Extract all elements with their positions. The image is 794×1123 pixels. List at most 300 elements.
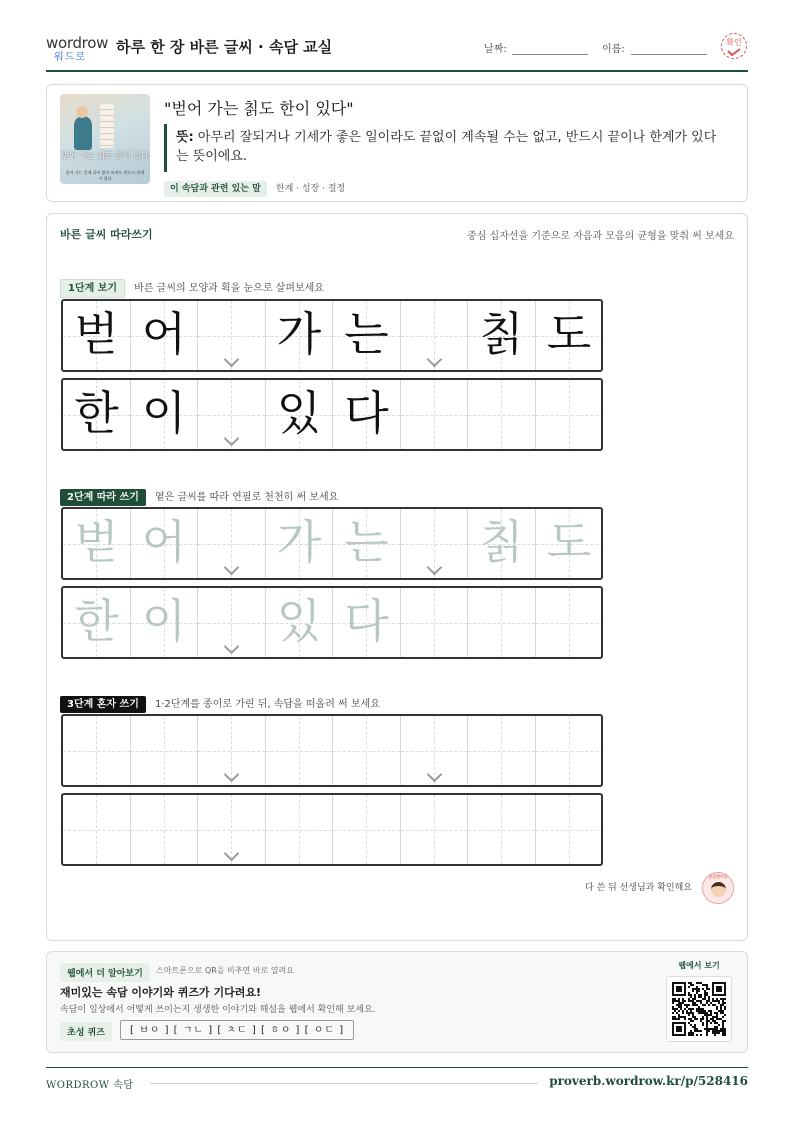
qr-module [716, 1000, 718, 1002]
qr-module [682, 998, 684, 1000]
qr-module [682, 1000, 684, 1002]
qr-module [714, 1000, 716, 1002]
qr-module [704, 1010, 706, 1012]
grid-cell[interactable] [333, 716, 401, 785]
qr-module [718, 1030, 720, 1032]
qr-module [700, 1020, 702, 1022]
qr-module [716, 1016, 718, 1018]
qr-module [698, 1012, 700, 1014]
qr-module [682, 1012, 684, 1014]
qr-module [722, 1020, 724, 1022]
person-body-icon [74, 116, 92, 150]
footer-line [150, 1083, 538, 1084]
check-stamp-label: 확인 [726, 38, 742, 47]
qr-module [690, 984, 692, 986]
grid-cell[interactable] [333, 795, 401, 864]
wordrow-logo [46, 34, 109, 63]
qr-module [678, 1018, 680, 1020]
qr-module [690, 982, 692, 984]
qr-module [672, 1000, 674, 1002]
qr-module [696, 1018, 698, 1020]
grid-cell [536, 301, 604, 370]
grid-cell[interactable] [536, 588, 604, 657]
qr-module [700, 994, 702, 996]
grid-cell[interactable] [333, 509, 401, 578]
qr-module [706, 992, 708, 994]
qr-module [696, 1004, 698, 1006]
qr-finder [712, 994, 726, 996]
qr-finder [676, 1026, 682, 1032]
qr-finder [712, 982, 726, 984]
grid-cell [131, 380, 199, 449]
qr-module [714, 1026, 716, 1028]
qr-module [696, 1010, 698, 1012]
step2-row-1[interactable] [61, 507, 603, 580]
quiz-label: 초성 퀴즈 [60, 1022, 112, 1041]
step3-row-2[interactable] [61, 793, 603, 866]
grid-cell[interactable] [401, 795, 469, 864]
name-field[interactable] [631, 54, 707, 55]
qr-module [694, 1016, 696, 1018]
qr-module [674, 1000, 676, 1002]
qr-module [698, 1006, 700, 1008]
qr-finder [716, 986, 722, 992]
grid-cell [401, 301, 469, 370]
qr-module [704, 1012, 706, 1014]
grid-cell[interactable] [536, 716, 604, 785]
qr-module [702, 1022, 704, 1024]
grid-cell[interactable] [63, 588, 131, 657]
qr-module [710, 1028, 712, 1030]
qr-module [700, 1030, 702, 1032]
practice-section-title: 바른 글씨 따라쓰기 [60, 228, 153, 241]
grid-cell[interactable] [198, 588, 266, 657]
qr-finder [676, 986, 682, 992]
grid-cell[interactable] [266, 509, 334, 578]
grid-character: 도 [546, 515, 592, 569]
qr-module [714, 1030, 716, 1032]
teacher-check-note: 다 쓴 뒤 선생님과 확인해요 [584, 883, 692, 893]
qr-module [690, 1010, 692, 1012]
qr-module [716, 1026, 718, 1028]
page-title: 하루 한 장 바른 글씨 · 속담 교실 [116, 38, 333, 56]
space-marker-icon [224, 560, 240, 576]
grid-cell[interactable] [468, 588, 536, 657]
grid-cell[interactable] [131, 509, 199, 578]
grid-cell[interactable] [198, 509, 266, 578]
qr-module [698, 990, 700, 992]
qr-code[interactable] [666, 976, 732, 1042]
qr-module [690, 1034, 692, 1036]
qr-module [692, 1020, 694, 1022]
qr-module [720, 1030, 722, 1032]
qr-module [706, 1002, 708, 1004]
space-marker-icon [426, 560, 442, 576]
grid-cell[interactable] [536, 795, 604, 864]
qr-module [686, 1012, 688, 1014]
qr-module [722, 1030, 724, 1032]
qr-module [706, 1024, 708, 1026]
qr-module [672, 998, 674, 1000]
qr-module [714, 1012, 716, 1014]
qr-module [704, 1028, 706, 1030]
qr-module [714, 1020, 716, 1022]
web-desc: 속담이 일상에서 어떻게 쓰이는지 생생한 이야기와 해설을 웹에서 확인해 보세요. [60, 1005, 376, 1015]
qr-module [718, 1000, 720, 1002]
qr-module [692, 1000, 694, 1002]
qr-module [724, 1032, 726, 1034]
qr-module [706, 1028, 708, 1030]
grid-cell[interactable] [63, 795, 131, 864]
qr-module [690, 1000, 692, 1002]
qr-module [720, 1012, 722, 1014]
qr-module [678, 998, 680, 1000]
qr-module [710, 1018, 712, 1020]
initial-consonant-quiz: [ ㅂㅇ ] [ ㄱㄴ ] [ ㅊㄷ ] [ ㅎㅇ ] [ ㅇㄷ ] [120, 1020, 354, 1040]
qr-module [706, 984, 708, 986]
stacked-bowls-icon [100, 104, 114, 148]
qr-module [694, 998, 696, 1000]
qr-module [722, 1024, 724, 1026]
step1-row-2 [61, 378, 603, 451]
qr-module [712, 1016, 714, 1018]
qr-module [724, 1014, 726, 1016]
qr-module [720, 1006, 722, 1008]
qr-module [716, 1006, 718, 1008]
grid-character: 도 [546, 307, 592, 361]
qr-module [672, 1018, 674, 1020]
check-stamp-icon [721, 33, 747, 59]
qr-module [706, 1012, 708, 1014]
qr-module [678, 1004, 680, 1006]
qr-module [682, 1010, 684, 1012]
step3-desc: 1·2단계를 종이로 가린 뒤, 속담을 떠올려 써 보세요 [154, 699, 380, 710]
date-label: 날짜: [484, 44, 507, 55]
qr-module [694, 1028, 696, 1030]
qr-module [672, 1002, 674, 1004]
qr-module [690, 994, 692, 996]
grid-character: 칡 [479, 515, 524, 569]
qr-module [710, 1022, 712, 1024]
qr-module [702, 1016, 704, 1018]
qr-module [680, 1004, 682, 1006]
qr-module [710, 1010, 712, 1012]
qr-module [702, 1008, 704, 1010]
qr-module [692, 1008, 694, 1010]
qr-module [706, 1030, 708, 1032]
qr-finder [684, 1022, 686, 1036]
date-field[interactable] [512, 54, 588, 55]
qr-module [708, 1014, 710, 1016]
qr-module [694, 1004, 696, 1006]
grid-cell[interactable] [131, 588, 199, 657]
illustration-caption: 벋어 가는 칡도 한이 있다 [61, 151, 149, 160]
qr-module [706, 1032, 708, 1034]
meaning-text: 아무리 잘되거나 기세가 좋은 일이라도 끝없이 계속될 수는 없고, 반드시 끝이나 한계가 있다는 뜻이에요. [176, 130, 717, 164]
qr-module [722, 1012, 724, 1014]
qr-module [724, 1034, 726, 1036]
proverb-illustration [60, 94, 150, 184]
related-words: 한계 · 성장 · 절정 [275, 184, 346, 194]
qr-module [716, 1032, 718, 1034]
related-words-row [164, 176, 345, 195]
qr-module [716, 1014, 718, 1016]
qr-module [720, 1004, 722, 1006]
qr-module [674, 1010, 676, 1012]
grid-character: 한 [74, 386, 119, 440]
qr-module [710, 1002, 712, 1004]
qr-module [724, 1020, 726, 1022]
qr-module [716, 1022, 718, 1024]
qr-module [700, 996, 702, 998]
qr-module [716, 1012, 718, 1014]
qr-label: 웹에서 보기 [678, 961, 720, 970]
qr-module [692, 988, 694, 990]
qr-module [716, 1008, 718, 1010]
qr-module [686, 1010, 688, 1012]
qr-module [722, 1016, 724, 1018]
qr-module [692, 1026, 694, 1028]
qr-module [694, 1024, 696, 1026]
grid-cell[interactable] [198, 716, 266, 785]
qr-module [718, 1010, 720, 1012]
grid-cell [333, 301, 401, 370]
grid-cell [536, 380, 604, 449]
qr-module [722, 1002, 724, 1004]
qr-module [688, 1022, 690, 1024]
qr-module [678, 1000, 680, 1002]
qr-module [706, 988, 708, 990]
step3-header [60, 692, 380, 711]
qr-module [702, 1012, 704, 1014]
qr-module [700, 1000, 702, 1002]
grid-cell [468, 301, 536, 370]
grid-character: 이 [141, 386, 187, 440]
grid-cell[interactable] [468, 795, 536, 864]
qr-module [692, 998, 694, 1000]
qr-module [704, 996, 706, 998]
qr-module [678, 1010, 680, 1012]
qr-module [714, 1004, 716, 1006]
space-marker-icon [426, 352, 442, 368]
grid-character: 이 [141, 594, 187, 648]
qr-finder [712, 982, 714, 996]
qr-module [680, 1006, 682, 1008]
space-marker-icon [224, 846, 240, 862]
grid-character: 가 [276, 307, 322, 361]
grid-cell [333, 380, 401, 449]
qr-module [684, 1016, 686, 1018]
header-divider [46, 70, 748, 72]
qr-module [714, 1028, 716, 1030]
qr-module [714, 1034, 716, 1036]
grid-cell[interactable] [198, 795, 266, 864]
qr-module [722, 998, 724, 1000]
grid-cell[interactable] [401, 509, 469, 578]
qr-module [718, 1018, 720, 1020]
qr-module [688, 1014, 690, 1016]
qr-module [708, 1028, 710, 1030]
qr-module [706, 1026, 708, 1028]
qr-module [676, 1018, 678, 1020]
grid-character: 가 [276, 515, 322, 569]
grid-cell[interactable] [63, 509, 131, 578]
qr-module [698, 994, 700, 996]
qr-module [722, 1026, 724, 1028]
qr-module [722, 1004, 724, 1006]
footer-brand: WORDROW 속담 [46, 1080, 134, 1091]
name-label: 이름: [602, 44, 625, 55]
qr-module [712, 1000, 714, 1002]
grid-cell[interactable] [266, 795, 334, 864]
grid-character: 는 [344, 515, 389, 569]
qr-module [692, 1032, 694, 1034]
qr-module [722, 1032, 724, 1034]
qr-module [688, 998, 690, 1000]
proverb-quote: "벋어 가는 칡도 한이 있다" [164, 99, 354, 118]
qr-module [694, 1026, 696, 1028]
grid-cell[interactable] [266, 716, 334, 785]
qr-module [696, 986, 698, 988]
qr-module [702, 984, 704, 986]
qr-finder [672, 994, 686, 996]
qr-module [696, 1028, 698, 1030]
qr-module [688, 1034, 690, 1036]
qr-module [692, 990, 694, 992]
qr-module [680, 1016, 682, 1018]
step2-badge: 2단계 따라 쓰기 [60, 489, 146, 506]
space-marker-icon [224, 352, 240, 368]
grid-cell[interactable] [468, 509, 536, 578]
qr-module [688, 1032, 690, 1034]
qr-module [702, 1010, 704, 1012]
qr-module [692, 1012, 694, 1014]
grid-cell[interactable] [131, 795, 199, 864]
qr-module [698, 1000, 700, 1002]
qr-module [700, 1008, 702, 1010]
grid-cell [266, 301, 334, 370]
qr-module [716, 1028, 718, 1030]
qr-module [684, 1004, 686, 1006]
qr-module [680, 1008, 682, 1010]
qr-module [698, 1008, 700, 1010]
step3-row-1[interactable] [61, 714, 603, 787]
person-head-icon [76, 106, 88, 118]
grid-character: 칡 [479, 307, 524, 361]
qr-module [708, 996, 710, 998]
qr-module [706, 1034, 708, 1036]
step1-row-1 [61, 299, 603, 372]
qr-module [718, 1024, 720, 1026]
qr-module [690, 1018, 692, 1020]
qr-module [674, 998, 676, 1000]
practice-section-note: 중심 십자선을 기준으로 자음과 모음의 균형을 맞춰 써 보세요 [467, 231, 734, 242]
qr-module [724, 998, 726, 1000]
qr-module [700, 1010, 702, 1012]
qr-module [702, 1024, 704, 1026]
qr-module [684, 1000, 686, 1002]
qr-module [700, 1012, 702, 1014]
qr-module [686, 1004, 688, 1006]
qr-module [678, 1006, 680, 1008]
grid-cell[interactable] [401, 588, 469, 657]
qr-module [706, 986, 708, 988]
qr-module [690, 1032, 692, 1034]
step2-desc: 옅은 글씨를 따라 연필로 천천히 써 보세요 [154, 492, 339, 503]
qr-module [676, 1000, 678, 1002]
web-note: 스마트폰으로 QR을 비추면 바로 열려요 [156, 966, 294, 975]
related-label: 이 속담과 관련 있는 말 [164, 181, 267, 197]
qr-module [722, 1000, 724, 1002]
grid-character: 한 [74, 594, 119, 648]
qr-module [672, 1016, 674, 1018]
grid-cell[interactable] [468, 716, 536, 785]
qr-module [672, 1006, 674, 1008]
space-marker-icon [426, 767, 442, 783]
qr-module [720, 1008, 722, 1010]
qr-module [712, 998, 714, 1000]
teacher-stamp-icon [702, 872, 734, 904]
qr-module [692, 1004, 694, 1006]
qr-module [704, 1014, 706, 1016]
qr-module [720, 1010, 722, 1012]
qr-module [688, 1000, 690, 1002]
grid-character: 어 [141, 307, 187, 361]
step2-header [60, 485, 338, 504]
qr-module [696, 990, 698, 992]
step2-row-2[interactable] [61, 586, 603, 659]
footer-url[interactable]: proverb.wordrow.kr/p/528416 [549, 1074, 748, 1088]
qr-module [724, 1030, 726, 1032]
qr-module [674, 1016, 676, 1018]
grid-character: 있 [276, 594, 322, 648]
qr-module [706, 1016, 708, 1018]
qr-module [724, 1006, 726, 1008]
grid-cell[interactable] [266, 588, 334, 657]
qr-module [698, 982, 700, 984]
qr-module [690, 1008, 692, 1010]
step1-header [60, 276, 324, 295]
qr-module [702, 1018, 704, 1020]
qr-module [694, 1002, 696, 1004]
qr-module [704, 984, 706, 986]
qr-module [680, 1002, 682, 1004]
qr-module [704, 1004, 706, 1006]
qr-module [718, 1032, 720, 1034]
grid-cell[interactable] [131, 716, 199, 785]
qr-module [712, 1030, 714, 1032]
qr-module [682, 1002, 684, 1004]
grid-cell[interactable] [63, 716, 131, 785]
proverb-meaning [176, 128, 726, 166]
grid-cell [266, 380, 334, 449]
qr-module [690, 1024, 692, 1026]
grid-cell[interactable] [536, 509, 604, 578]
qr-module [694, 996, 696, 998]
qr-module [712, 1020, 714, 1022]
grid-character: 는 [344, 307, 389, 361]
qr-module [688, 982, 690, 984]
grid-cell[interactable] [401, 716, 469, 785]
web-heading: 재미있는 속담 이야기와 퀴즈가 기다려요! [60, 986, 261, 999]
qr-module [684, 1018, 686, 1020]
qr-module [708, 1030, 710, 1032]
qr-module [696, 982, 698, 984]
grid-cell[interactable] [333, 588, 401, 657]
qr-module [692, 1016, 694, 1018]
qr-module [714, 1032, 716, 1034]
grid-character: 어 [141, 515, 187, 569]
